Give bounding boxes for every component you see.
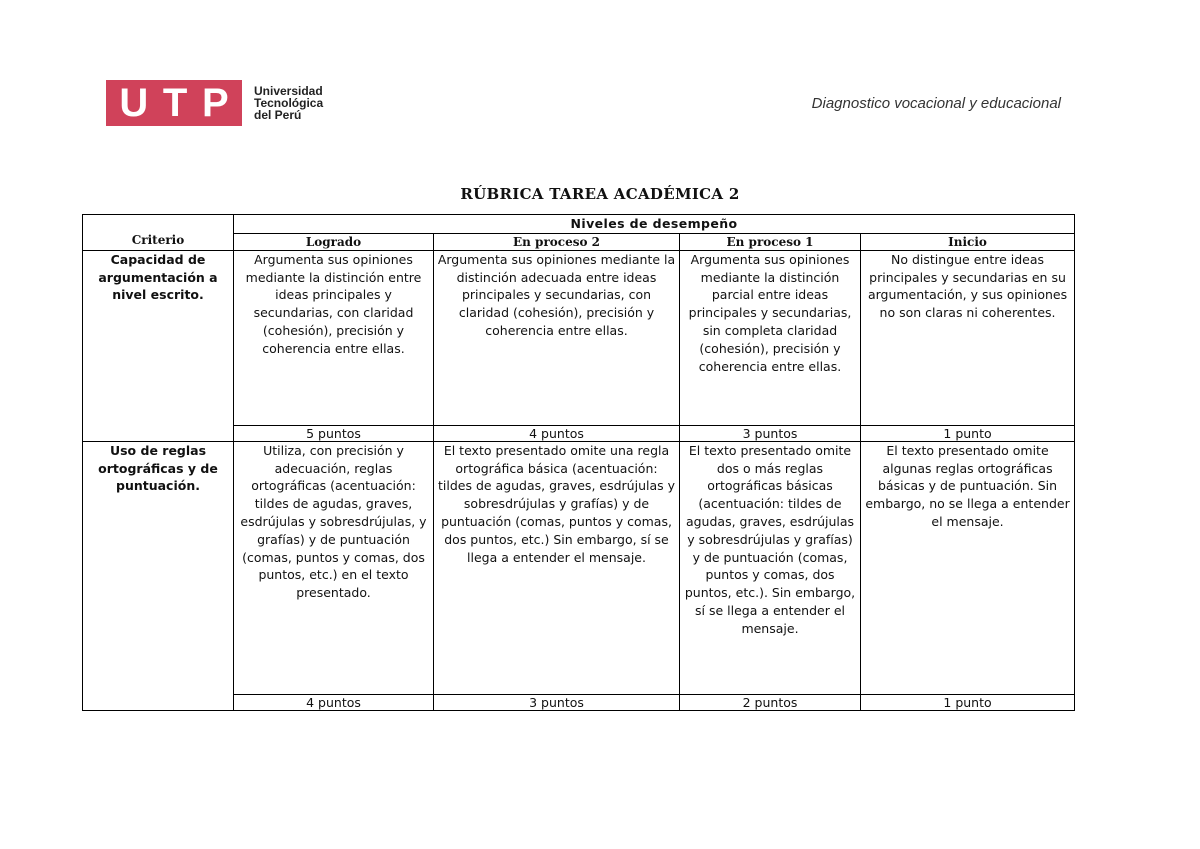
descriptor-cell: El texto presentado omite dos o más reglas ortográficas básicas (acentuación: tildes de agudas, graves, esdrújulas y sobresdrújulas y grafías) y de puntuación (comas, puntos y comas, dos puntos, etc.). Sin embargo, sí se llega a entender el mensaje. [680, 441, 861, 694]
level-header-en-proceso-2: En proceso 2 [434, 233, 680, 250]
utp-logo-mark [106, 80, 242, 126]
descriptor-cell: El texto presentado omite algunas reglas ortográficas básicas y de puntuación. Sin embargo, no se llega a entender el mensaje. [861, 441, 1075, 694]
logo-text-line: Tecnológica [254, 96, 324, 110]
logo-text-line: del Perú [254, 108, 302, 122]
descriptor-cell: El texto presentado omite una regla ortográfica básica (acentuación: tildes de agudas, graves, esdrújulas y sobresdrújulas y grafías) y de puntuación (comas, puntos y comas, dos puntos, etc.) Sin embargo, sí se llega a entender el mensaje. [434, 441, 680, 694]
points-cell: 4 puntos [434, 425, 680, 441]
level-header-logrado: Logrado [234, 233, 434, 250]
level-header-inicio: Inicio [861, 233, 1075, 250]
points-cell: 1 punto [861, 425, 1075, 441]
criterion-cell: Capacidad de argumentación a nivel escrito. [83, 250, 234, 441]
rubric-table [82, 214, 1075, 711]
logo-text-line: Universidad [254, 84, 323, 98]
page-title: RÚBRICA TAREA ACADÉMICA 2 [460, 185, 740, 203]
descriptor-cell: Argumenta sus opiniones mediante la distinción entre ideas principales y secundarias, con claridad (cohesión), precisión y coherencia entre ellas. [234, 250, 434, 425]
niveles-header: Niveles de desempeño [234, 215, 1075, 234]
criterio-header: Criterio [83, 215, 234, 251]
logo-letter-p: P [201, 81, 229, 125]
descriptor-cell: Argumenta sus opiniones mediante la distinción parcial entre ideas principales y secundarias, sin completa claridad (cohesión), precisión y coherencia entre ellas. [680, 250, 861, 425]
table-row [83, 250, 1075, 425]
descriptor-cell: No distingue entre ideas principales y secundarias en su argumentación, y sus opiniones no son claras ni coherentes. [861, 250, 1075, 425]
points-cell: 3 puntos [680, 425, 861, 441]
level-header-en-proceso-1: En proceso 1 [680, 233, 861, 250]
descriptor-cell: Utiliza, con precisión y adecuación, reglas ortográficas (acentuación: tildes de agudas, graves, esdrújulas y sobresdrújulas, y grafías) y de puntuación (comas, puntos y comas, dos puntos, etc.) en el texto presentado. [234, 441, 434, 694]
points-cell: 4 puntos [234, 694, 434, 710]
utp-logo-text [254, 85, 323, 121]
points-cell: 5 puntos [234, 425, 434, 441]
points-cell: 3 puntos [434, 694, 680, 710]
utp-logo [106, 80, 323, 126]
logo-letter-t: T [162, 81, 188, 125]
points-cell: 2 puntos [680, 694, 861, 710]
points-cell: 1 punto [861, 694, 1075, 710]
descriptor-cell: Argumenta sus opiniones mediante la distinción adecuada entre ideas principales y secundarias, con claridad (cohesión), precisión y coherencia entre ellas. [434, 250, 680, 425]
table-header-row [83, 215, 1075, 234]
table-row [83, 441, 1075, 694]
logo-letter-u: U [119, 81, 149, 125]
course-label: Diagnostico vocacional y educacional [811, 95, 1061, 112]
criterion-cell: Uso de reglas ortográficas y de puntuación. [83, 441, 234, 710]
